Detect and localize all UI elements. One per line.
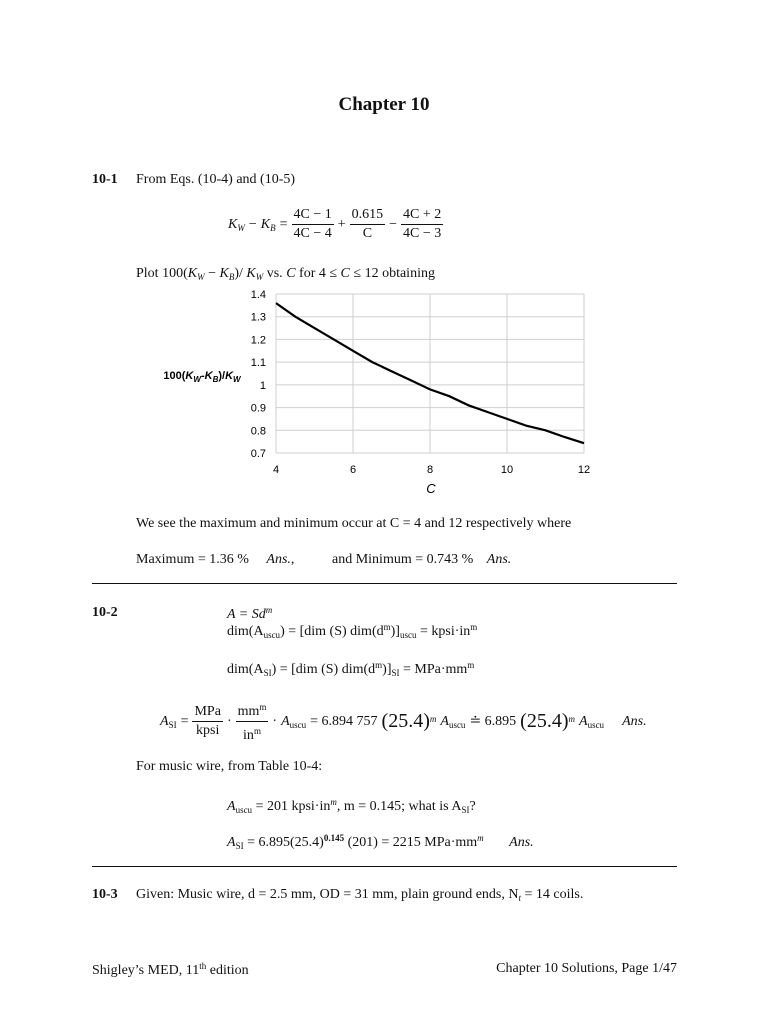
chart-y-tick-label: 1 xyxy=(259,379,266,392)
chart-x-ticks xyxy=(273,464,590,476)
chart-y-label: $100(K_W-K_B)/K_W$ xyxy=(163,370,241,384)
chart-y-tick-label: 1.3 xyxy=(250,311,266,324)
asi-result: $A_{SI} = 6.895(25.4)^{0.145}$ (201) = 2215 $MPa\cdot mm^m$ Ans. xyxy=(227,833,534,851)
chart-x-label: C xyxy=(426,481,436,496)
answer-label: Ans. xyxy=(266,552,291,567)
problem-number-10-1: 10-1 xyxy=(92,172,118,187)
chart-y-tick-label: 1.2 xyxy=(250,334,266,347)
answer-label: Ans. xyxy=(486,552,512,567)
auscu-given: $A_{uscu} = 201$ $kpsi\cdot in^m$, m = 0.145; what is $A_{SI}$? xyxy=(227,797,476,815)
problem-10-1-intro: From Eqs. (10-4) and (10-5) xyxy=(136,172,296,187)
section-divider xyxy=(92,866,677,867)
plot-intro: Plot $100(K_W - K_B)/$ $K_W$ vs. C for 4 ≤ C ≤ 12 obtaining xyxy=(136,266,435,282)
chart-y-tick-label: 0.8 xyxy=(250,425,266,438)
chart-x-tick-label: 4 xyxy=(272,464,280,476)
chart-x-tick-label: 10 xyxy=(500,464,514,476)
chart-y-tick-label: 1.4 xyxy=(250,289,266,301)
section-divider xyxy=(92,583,677,584)
chart-y-tick-label: 0.9 xyxy=(250,402,266,415)
conclusion-text: We see the maximum and minimum occur at C = 4 and 12 respectively where xyxy=(136,516,572,531)
equation-kw-kb: $K_W$ − $K_B$ = $\frac{4C - 1}{4C - 4}$ + $\frac{0.615}{C}$ − $\frac{4C + 2}{4C - 3}$ xyxy=(228,207,442,241)
fraction-2: $\frac{0.615}{C}$ xyxy=(351,207,384,241)
chart-y-tick-label: 0.7 xyxy=(250,448,266,460)
chart-x-tick-label: 12 xyxy=(577,464,591,476)
chart-x-tick-label: 8 xyxy=(426,464,434,476)
music-wire-intro: For music wire, from Table 10-4: xyxy=(136,759,323,774)
max-result: Maximum = 1.36 % Ans., xyxy=(136,552,295,567)
footer-left: Shigley’s MED, 11th edition xyxy=(92,961,249,978)
equation-a-sdm: $A = Sd^m$ xyxy=(227,605,273,622)
chart-x-tick-label: 6 xyxy=(349,464,357,476)
footer-right: Chapter 10 Solutions, Page 1/47 xyxy=(496,961,677,976)
chart-kw-kb xyxy=(150,285,600,500)
dim-auscu: $dim(A_{uscu}) = [dim$ (S) $dim(d^m)]_{uscu}$ = $kpsi\cdot in^m$ xyxy=(227,622,478,640)
dim-asi: $dim(A_{SI}) = [dim$ (S) $dim(d^m)]_{SI} = MPa\cdot mm^m$ xyxy=(227,660,475,678)
chart-y-ticks xyxy=(251,289,266,460)
chart-y-tick-label: 1.1 xyxy=(250,357,266,370)
fraction-3: $\frac{4C + 2}{4C - 3}$ xyxy=(403,207,442,241)
page-title: Chapter 10 xyxy=(338,94,430,115)
answer-label: Ans. xyxy=(509,835,534,850)
fraction-1: $\frac{4C - 1}{4C - 4}$ xyxy=(293,207,332,241)
problem-10-3-text: Given: Music wire, d = 2.5 mm, OD = 31 mm, plain ground ends, $N_t = 14$ coils. xyxy=(136,887,584,903)
problem-number-10-3: 10-3 xyxy=(92,887,118,902)
answer-label: Ans. xyxy=(622,713,647,729)
min-result: and Minimum = 0.743 % Ans. xyxy=(332,552,512,567)
equation-asi-conversion: $A_{SI}$ = $\frac{\text{MPa}}{\text{kpsi}}$ · $\frac{mm^m}{in^m}$ · $A_{uscu}$ = 6.894 757 $(25.4)^m$ $A_{uscu}$ ≐ 6.895 $(25.4)^m$ $A_{uscu}$ Ans. xyxy=(160,698,647,745)
problem-number-10-2: 10-2 xyxy=(92,605,118,620)
